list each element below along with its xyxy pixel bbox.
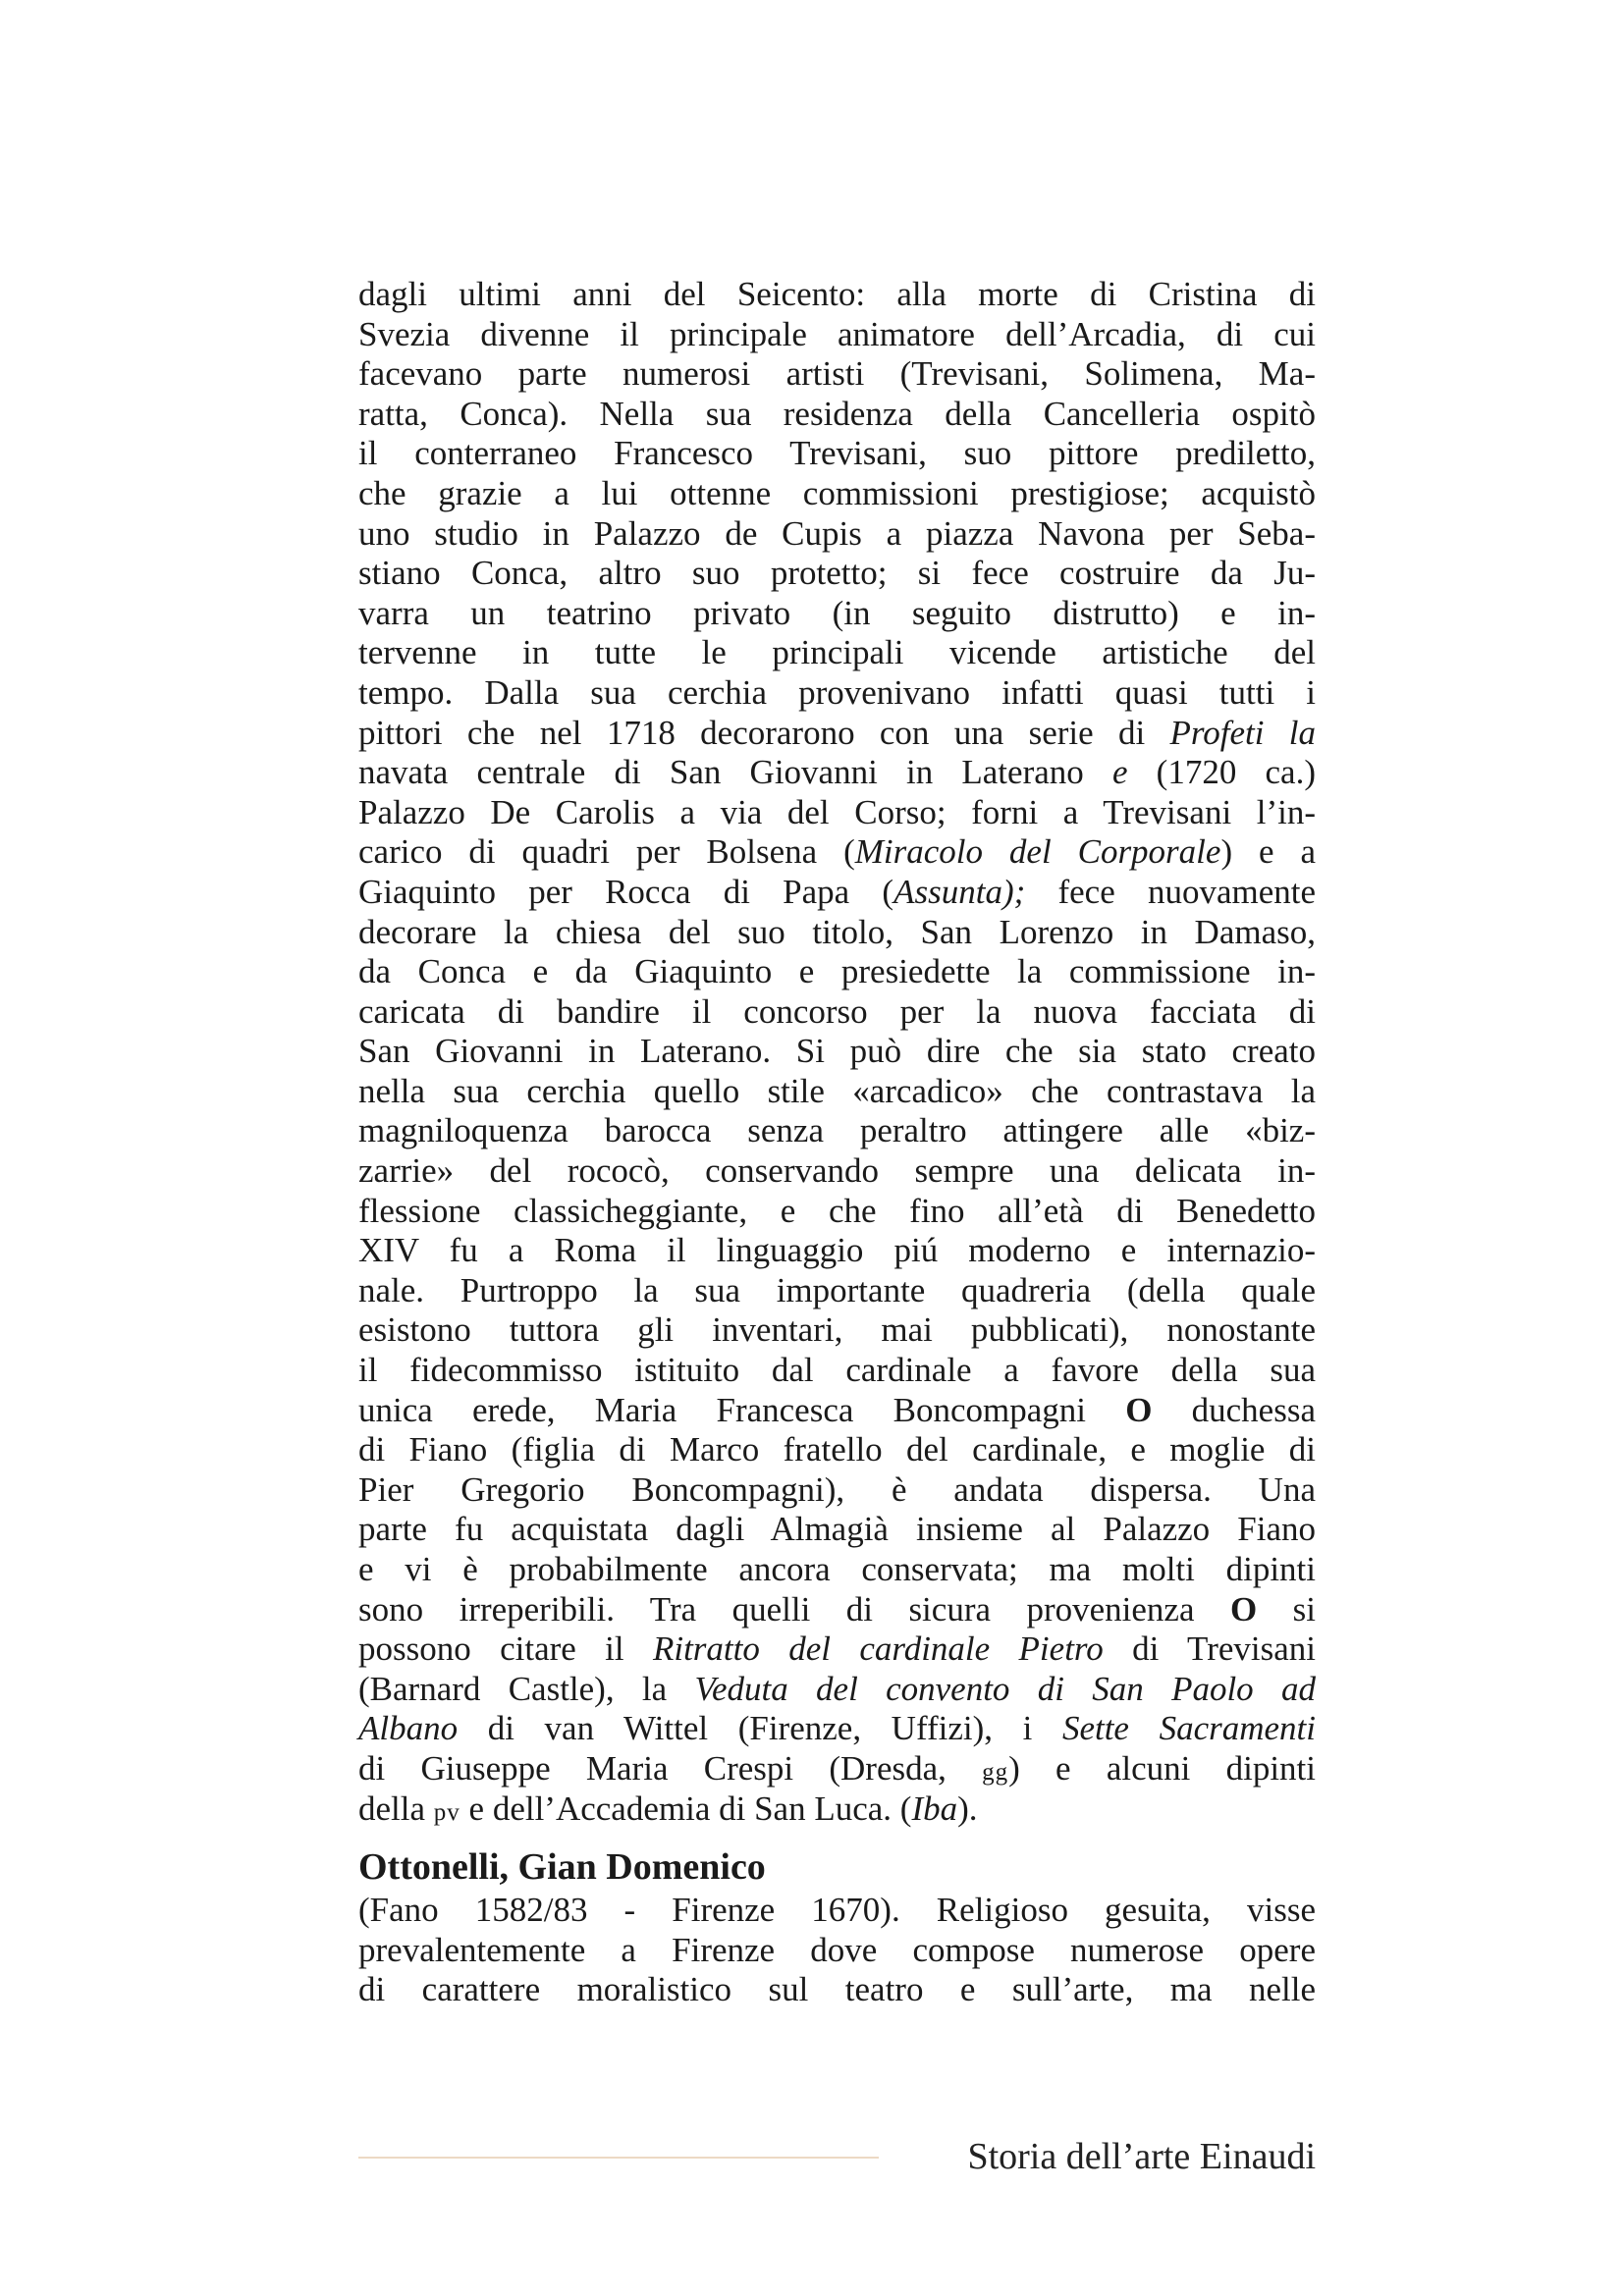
text-run: duchessa: [1152, 1390, 1316, 1429]
text-run: il conterraneo Francesco Trevisani, suo pittore prediletto,: [358, 434, 1316, 473]
text-run: da Conca e da Giaquinto e presiedette la commissione in-: [358, 952, 1316, 991]
text-run: di Giuseppe Maria Crespi (Dresda,: [358, 1748, 983, 1788]
text-line: [358, 1629, 1316, 1670]
text-line: [358, 315, 1316, 355]
text-run: possono citare il: [358, 1629, 653, 1669]
text-run: O: [1125, 1390, 1153, 1429]
text-line: [358, 952, 1316, 992]
text-run: Iba: [911, 1789, 958, 1828]
text-run: tempo. Dalla sua cerchia provenivano infatti quasi tutti i: [358, 672, 1316, 712]
text-run: O: [1229, 1589, 1258, 1629]
text-run: di Trevisani: [1103, 1629, 1316, 1669]
text-line: [358, 1271, 1316, 1311]
text-run: flessione classicheggiante, e che fino all’età di Benedetto: [358, 1191, 1316, 1230]
text-run: Albano: [358, 1709, 459, 1748]
text-line: [358, 992, 1316, 1033]
footer-publisher: Storia dell’arte Einaudi: [967, 2136, 1316, 2177]
text-line: [358, 1470, 1316, 1511]
text-run: Pier Gregorio Boncompagni), è andata dispersa. Una: [358, 1469, 1316, 1509]
text-run: prevalentemente a Firenze dove compose numerose opere: [358, 1930, 1316, 1969]
text-run: dagli ultimi anni del Seicento: alla morte di Cristina di: [358, 275, 1316, 313]
text-run: Svezia divenne il principale animatore dell’Arcadia, di cui: [358, 314, 1316, 353]
text-run: sono irreperibili. Tra quelli di sicura provenienza: [358, 1589, 1230, 1629]
text-run: unica erede, Maria Francesca Boncompagni: [358, 1390, 1126, 1429]
text-run: (1720 ca.): [1127, 753, 1317, 792]
text-line: [358, 1111, 1316, 1151]
text-run: zarrie» del rococò, conservando sempre una delicata in-: [358, 1151, 1316, 1191]
text-run: pv: [433, 1798, 460, 1826]
text-line: [358, 1192, 1316, 1232]
text-run: Profeti la: [1169, 713, 1316, 752]
text-run: ratta, Conca). Nella sua residenza della Cancelleria ospitò: [358, 394, 1316, 433]
text-run: ).: [957, 1789, 978, 1828]
text-run: Miracolo del Corporale: [854, 832, 1221, 872]
text-line: [358, 354, 1316, 395]
text-line: [358, 275, 1316, 315]
text-run: XIV fu a Roma il linguaggio piú moderno e internazio-: [358, 1231, 1316, 1270]
text-run: Assunta: [893, 872, 1002, 911]
text-run: Sette Sacramenti: [1061, 1709, 1316, 1748]
text-run: fece nuovamente: [1025, 872, 1316, 911]
text-run: esistono tuttora gli inventari, mai pubblicati), nonostante: [358, 1310, 1316, 1350]
text-line: [358, 1510, 1316, 1550]
text-run: facevano parte numerosi artisti (Trevisani, Solimena, Ma-: [358, 354, 1316, 394]
text-run: nale. Purtroppo la sua importante quadreria (della quale: [358, 1270, 1316, 1309]
text-run: ) e alcuni dipinti: [1008, 1748, 1316, 1788]
text-run: );: [1001, 872, 1026, 911]
text-line: [358, 873, 1316, 913]
text-line: [358, 793, 1316, 833]
text-line: [358, 395, 1316, 435]
text-run: e: [1111, 753, 1128, 792]
text-run: di carattere moralistico sul teatro e sull’arte, ma nelle: [358, 1970, 1316, 2009]
text-line: [358, 1310, 1316, 1351]
text-run: varra un teatrino privato (in seguito distrutto) e in-: [358, 593, 1316, 632]
text-run: gg: [982, 1758, 1009, 1786]
text-line: [358, 1670, 1316, 1710]
text-run: nella sua cerchia quello stile «arcadico» che contrastava la: [358, 1071, 1316, 1110]
text-run: pittori che nel 1718 decorarono con una serie di: [358, 713, 1170, 752]
text-line: [358, 514, 1316, 555]
text-run: carico di quadri per Bolsena (: [358, 832, 855, 872]
text-line: [358, 1590, 1316, 1630]
entry-title: Ottonelli, Gian Domenico: [358, 1846, 766, 1888]
text-run: di Fiano (figlia di Marco fratello del cardinale, e moglie di: [358, 1430, 1316, 1469]
text-line: [358, 1351, 1316, 1391]
text-run: (Barnard Castle), la: [358, 1669, 695, 1708]
entry-body: [358, 1891, 1316, 2010]
text-line: [358, 753, 1316, 793]
text-line: [358, 554, 1316, 594]
text-line: [358, 1430, 1316, 1470]
text-line: [358, 594, 1316, 634]
text-run: magniloquenza barocca senza peraltro attingere alle «biz-: [358, 1111, 1316, 1150]
text-run: Ritratto del cardinale Pietro: [652, 1629, 1104, 1669]
text-run: tervenne in tutte le principali vicende artistiche del: [358, 633, 1316, 672]
text-line: [358, 1709, 1316, 1749]
text-line: [358, 1231, 1316, 1271]
text-run: (Fano 1582/83 - Firenze 1670). Religioso gesuita, visse: [358, 1891, 1316, 1929]
text-run: Palazzo De Carolis a via del Corso; forni a Trevisani l’in-: [358, 792, 1316, 831]
text-line: [358, 434, 1316, 474]
text-run: navata centrale di San Giovanni in Laterano: [358, 753, 1112, 792]
text-run: della: [358, 1789, 434, 1828]
text-line: [358, 1970, 1316, 2010]
text-run: caricata di bandire il concorso per la nuova facciata di: [358, 991, 1316, 1031]
text-line: [358, 633, 1316, 673]
text-run: si: [1257, 1589, 1316, 1629]
text-run: il fidecommisso istituito dal cardinale a favore della sua: [358, 1351, 1316, 1390]
text-line: [358, 1032, 1316, 1072]
text-run: stiano Conca, altro suo protetto; si fece costruire da Ju-: [358, 554, 1316, 593]
text-line: [358, 1789, 1316, 1830]
text-line: [358, 832, 1316, 873]
text-run: e dell’Accademia di San Luca. (: [460, 1789, 912, 1828]
text-run: di van Wittel (Firenze, Uffizi), i: [458, 1709, 1062, 1748]
text-run: decorare la chiesa del suo titolo, San Lorenzo in Damaso,: [358, 912, 1316, 951]
footer-rule: [358, 2157, 879, 2159]
text-line: [358, 1749, 1316, 1789]
text-run: e vi è probabilmente ancora conservata; ma molti dipinti: [358, 1550, 1316, 1588]
text-run: Veduta del convento di San Paolo ad: [694, 1669, 1316, 1708]
text-line: [358, 714, 1316, 754]
text-run: che grazie a lui ottenne commissioni prestigiose; acquistò: [358, 473, 1316, 512]
text-line: [358, 1550, 1316, 1590]
text-line: [358, 913, 1316, 953]
text-run: uno studio in Palazzo de Cupis a piazza Navona per Seba-: [358, 513, 1316, 553]
text-line: [358, 1151, 1316, 1192]
text-run: parte fu acquistata dagli Almagià insieme al Palazzo Fiano: [358, 1510, 1316, 1549]
text-line: [358, 1891, 1316, 1931]
text-line: [358, 1391, 1316, 1431]
text-run: Giaquinto per Rocca di Papa (: [358, 872, 894, 911]
text-line: [358, 673, 1316, 714]
text-line: [358, 474, 1316, 514]
text-line: [358, 1072, 1316, 1112]
body-text: [358, 275, 1316, 1829]
text-run: San Giovanni in Laterano. Si può dire che sia stato creato: [358, 1032, 1316, 1071]
text-run: ) e a: [1220, 832, 1316, 872]
text-line: [358, 1931, 1316, 1971]
